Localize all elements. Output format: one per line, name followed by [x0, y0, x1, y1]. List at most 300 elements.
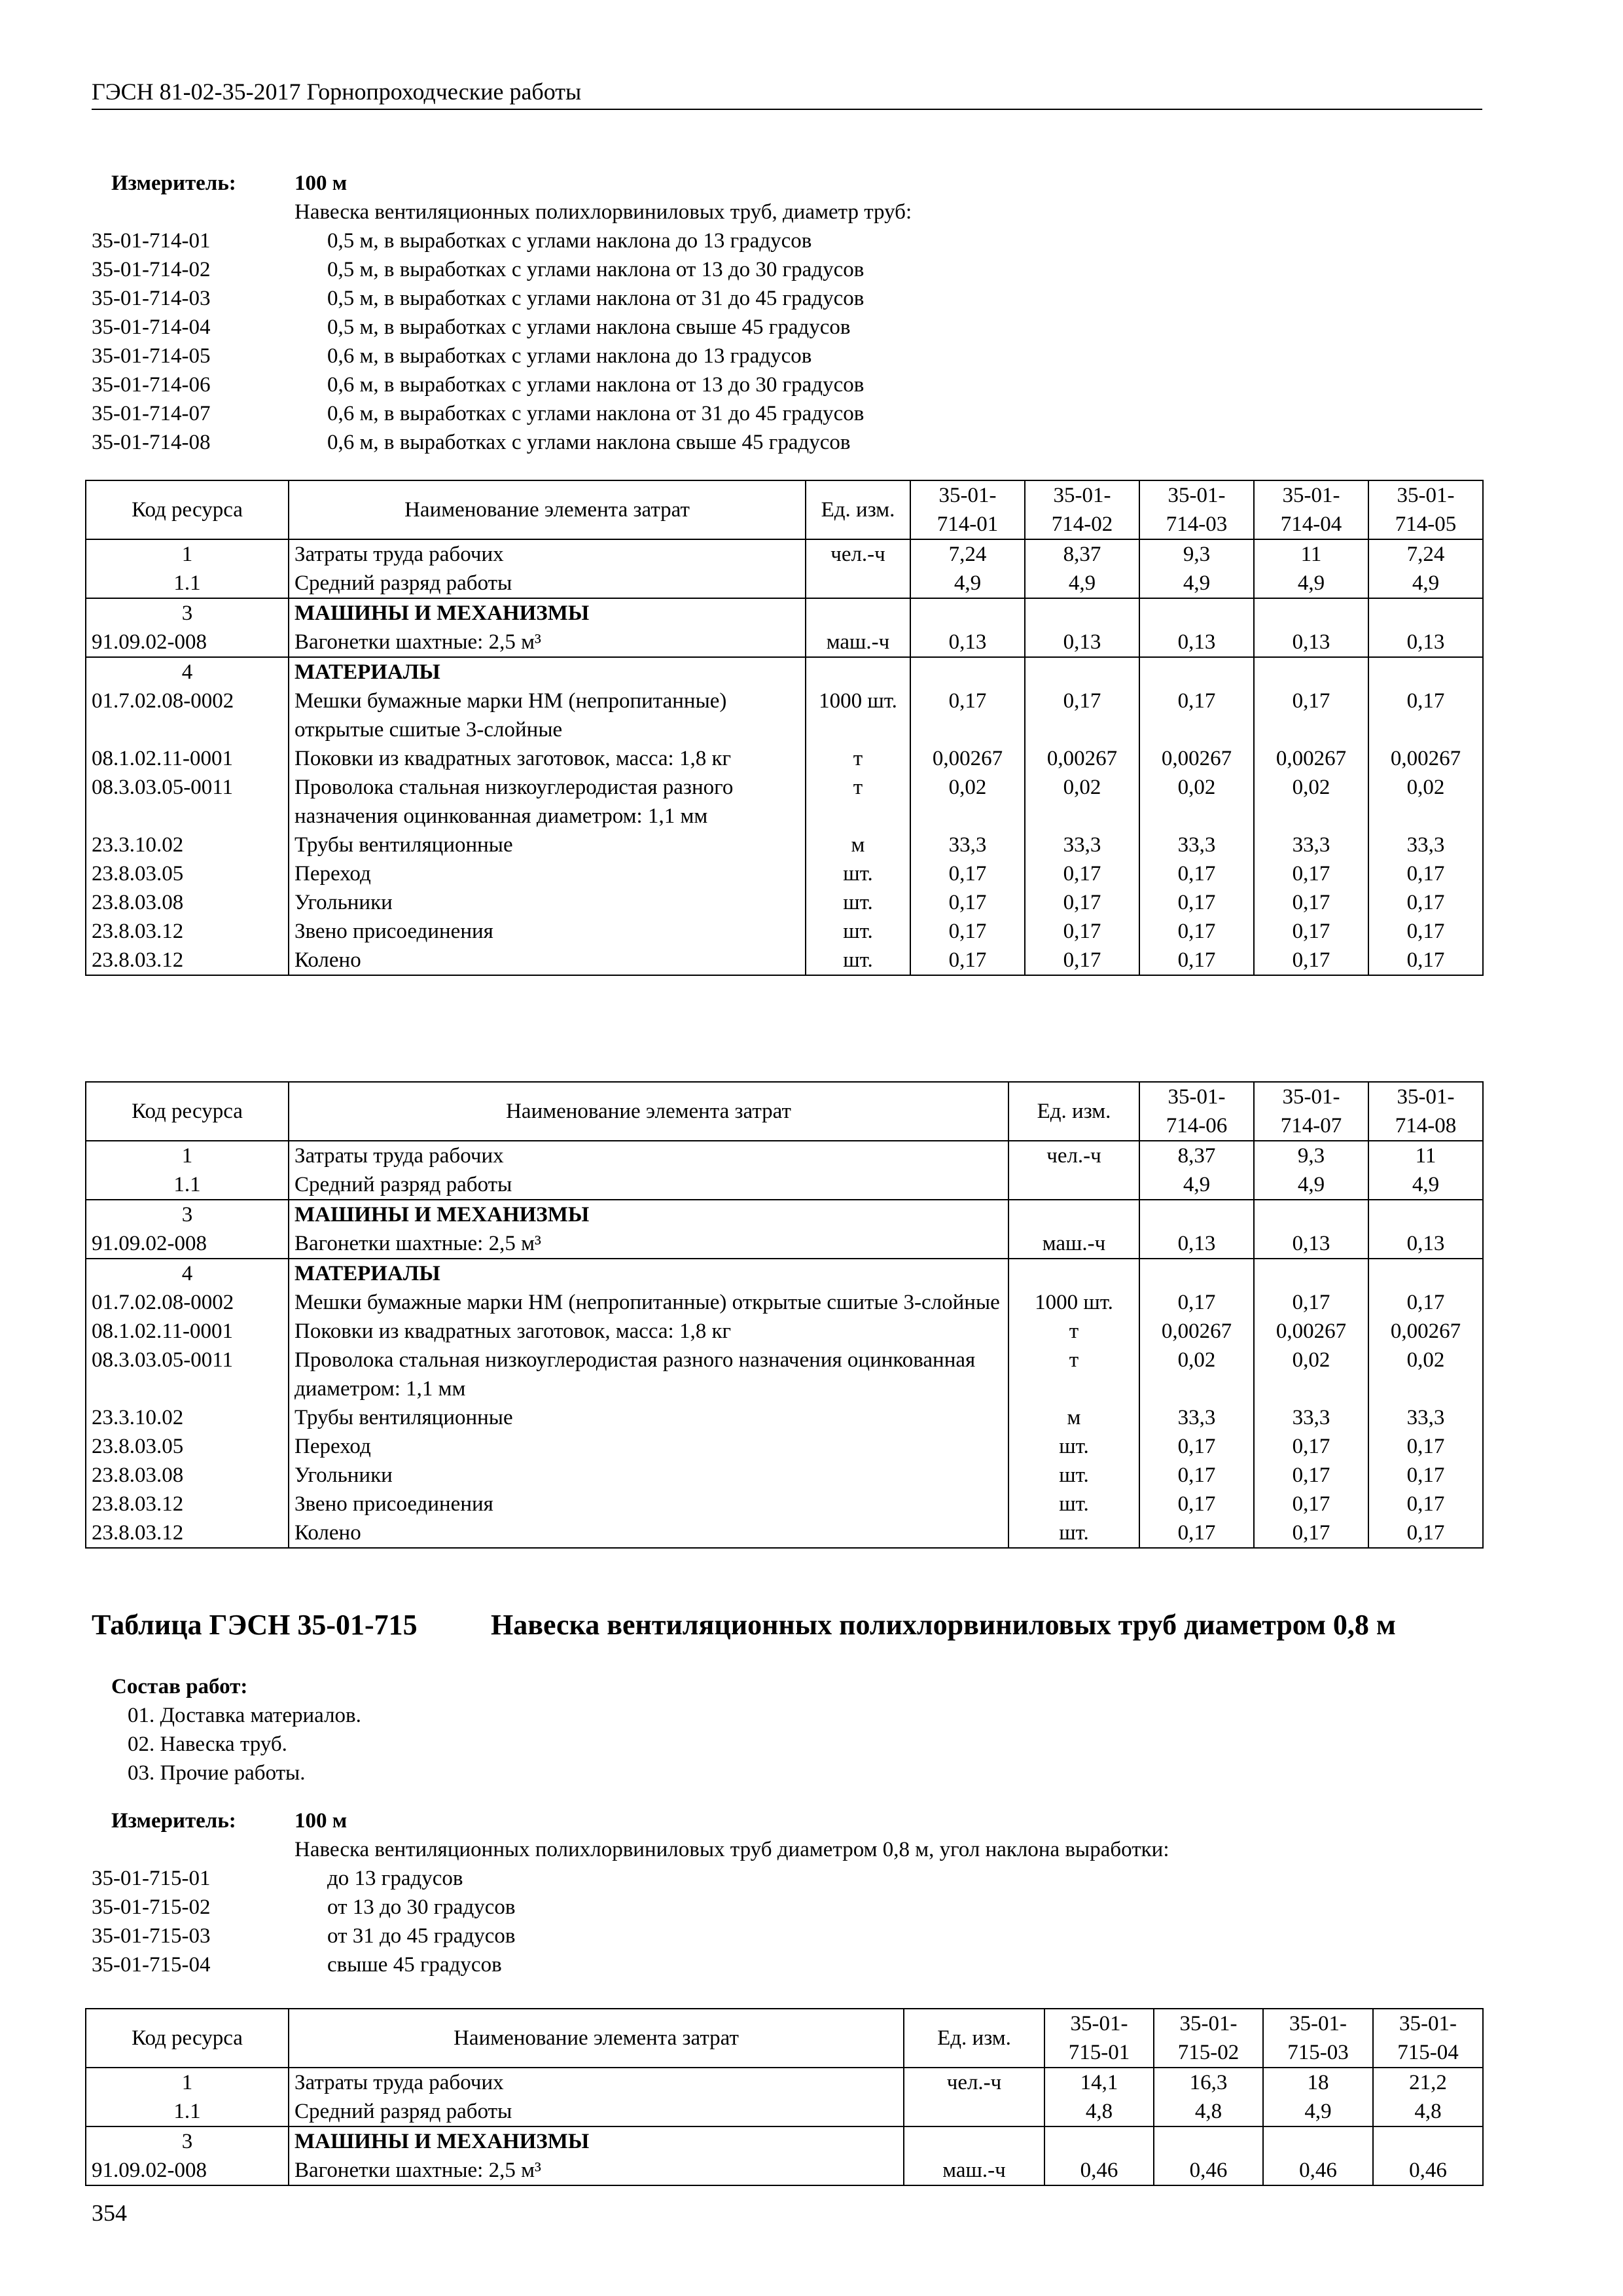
measure-item-code: 35-01-714-07 [92, 402, 211, 425]
resource-name: Трубы вентиляционные [289, 831, 806, 859]
measure-row [92, 1835, 1169, 1864]
measure-description: Навеска вентиляционных полихлорвиниловых труб диаметром 0,8 м, угол наклона выработки: [294, 1838, 1169, 1861]
resource-code: 3 [86, 2126, 289, 2156]
measure-item-code: 35-01-714-06 [92, 373, 211, 397]
resource-name: Затраты труда рабочих [289, 1141, 1008, 1170]
measure-item-text: 0,6 м, в выработках с углами наклона свыше 45 градусов [327, 431, 851, 454]
resource-value: 0,13 [910, 628, 1025, 657]
resource-value: 0,17 [1254, 917, 1368, 946]
resource-code: 23.8.03.12 [86, 1518, 289, 1548]
measure-unit: 100 м [294, 171, 348, 195]
resource-code: 23.8.03.08 [86, 888, 289, 917]
resource-code: 3 [86, 598, 289, 628]
table-header-cell: 35-01- 714-07 [1254, 1082, 1368, 1141]
resource-value: 0,17 [1368, 859, 1483, 888]
resource-value: 0,46 [1263, 2156, 1373, 2185]
resource-value: 4,9 [910, 569, 1025, 598]
resource-value: 33,3 [1025, 831, 1139, 859]
resource-value: 8,37 [1025, 539, 1139, 569]
resource-value: 4,8 [1044, 2097, 1154, 2126]
resource-unit [1008, 1259, 1139, 1288]
resource-name: Средний разряд работы [289, 1170, 1008, 1200]
measure-item-text: свыше 45 градусов [327, 1953, 502, 1977]
resource-value: 0,17 [1368, 888, 1483, 917]
resource-value: 4,9 [1025, 569, 1139, 598]
resource-value: 21,2 [1373, 2068, 1483, 2097]
resource-name: Угольники [289, 888, 806, 917]
resource-code: 23.8.03.12 [86, 1490, 289, 1518]
resource-value [1139, 598, 1254, 628]
resource-value: 33,3 [1368, 1403, 1483, 1432]
resource-value: 0,00267 [910, 744, 1025, 773]
resource-value [1254, 1200, 1368, 1229]
table-row [86, 1229, 1483, 1259]
resource-value: 0,17 [1368, 1432, 1483, 1461]
table-row [86, 2097, 1483, 2126]
measure-spacer [92, 1835, 294, 1864]
resource-value: 0,17 [1254, 1490, 1368, 1518]
resource-code: 91.09.02-008 [86, 2156, 289, 2185]
work-item: 03. Прочие работы. [128, 1761, 306, 1785]
measure-item-text: до 13 градусов [327, 1867, 463, 1890]
table-row [86, 888, 1483, 917]
resource-value: 0,17 [1368, 946, 1483, 975]
resource-value: 4,8 [1373, 2097, 1483, 2126]
table-header-cell: Ед. изм. [1008, 1082, 1139, 1141]
resource-value: 4,9 [1368, 569, 1483, 598]
work-item: 01. Доставка материалов. [128, 1704, 361, 1727]
resource-value: 0,00267 [1139, 744, 1254, 773]
table-row [86, 598, 1483, 628]
resource-code: 23.3.10.02 [86, 1403, 289, 1432]
resource-value: 7,24 [1368, 539, 1483, 569]
resource-unit: чел.-ч [1008, 1141, 1139, 1170]
table-header-cell: Код ресурса [86, 2009, 289, 2068]
resource-value: 4,9 [1254, 1170, 1368, 1200]
table-row [86, 1141, 1483, 1170]
resource-value: 0,17 [1368, 1490, 1483, 1518]
resource-value: 4,9 [1139, 1170, 1254, 1200]
resource-unit: маш.-ч [904, 2156, 1044, 2185]
work-composition [92, 1672, 361, 1787]
resource-unit [806, 657, 910, 687]
table-header-cell: 35-01- 714-04 [1254, 480, 1368, 539]
resource-value: 14,1 [1044, 2068, 1154, 2097]
resource-name: Затраты труда рабочих [289, 2068, 904, 2097]
work-item: 02. Навеска труб. [128, 1732, 287, 1756]
resource-table-714-01-05 [85, 480, 1484, 976]
resource-value: 0,17 [910, 888, 1025, 917]
resource-name: Мешки бумажные марки НМ (непропитанные) открытые сшитые 3-слойные [289, 1288, 1008, 1317]
resource-value: 0,17 [1254, 1461, 1368, 1490]
table-header-cell: 35-01- 714-05 [1368, 480, 1483, 539]
measure-item-text: 0,6 м, в выработках с углами наклона от 13 до 30 градусов [327, 373, 865, 397]
resource-value: 0,17 [1025, 859, 1139, 888]
resource-value: 0,17 [1139, 1461, 1254, 1490]
measure-spacer [92, 198, 294, 226]
table-header-cell: Код ресурса [86, 480, 289, 539]
resource-name: Поковки из квадратных заготовок, масса: 1,8 кг [289, 744, 806, 773]
resource-name: Трубы вентиляционные [289, 1403, 1008, 1432]
resource-value: 0,02 [1254, 773, 1368, 831]
resource-name: МАТЕРИАЛЫ [289, 657, 806, 687]
resource-unit: чел.-ч [806, 539, 910, 569]
resource-value: 4,9 [1254, 569, 1368, 598]
table-row [86, 1200, 1483, 1229]
resource-value: 33,3 [1368, 831, 1483, 859]
resource-value: 0,17 [910, 946, 1025, 975]
resource-code: 1 [86, 1141, 289, 1170]
resource-code: 23.8.03.12 [86, 946, 289, 975]
table-header-cell: 35-01- 714-08 [1368, 1082, 1483, 1141]
resource-unit [904, 2126, 1044, 2156]
resource-unit: шт. [806, 859, 910, 888]
resource-value: 0,17 [1139, 1518, 1254, 1548]
table-header-cell: 35-01- 715-04 [1373, 2009, 1483, 2068]
measure-item-text: 0,6 м, в выработках с углами наклона от 31 до 45 градусов [327, 402, 865, 425]
table-row [86, 2126, 1483, 2156]
resource-value: 0,17 [1254, 946, 1368, 975]
table-row [86, 1518, 1483, 1548]
resource-value: 0,17 [1139, 1432, 1254, 1461]
table-row [86, 1170, 1483, 1200]
resource-value: 0,17 [1025, 687, 1139, 744]
resource-value [1025, 598, 1139, 628]
resource-value: 0,17 [1368, 1461, 1483, 1490]
table-row [86, 1432, 1483, 1461]
measure-unit: 100 м [294, 1809, 348, 1833]
table-header-cell: 35-01- 715-01 [1044, 2009, 1154, 2068]
resource-value: 0,17 [1139, 687, 1254, 744]
resource-code: 1.1 [86, 569, 289, 598]
resource-value: 0,02 [1139, 773, 1254, 831]
resource-unit: шт. [806, 917, 910, 946]
table-header-cell: Код ресурса [86, 1082, 289, 1141]
table-header-row [86, 2009, 1483, 2068]
resource-value [1254, 598, 1368, 628]
resource-unit: шт. [806, 888, 910, 917]
resource-value: 9,3 [1139, 539, 1254, 569]
resource-value [910, 598, 1025, 628]
table-header-cell: Ед. изм. [904, 2009, 1044, 2068]
table-row [86, 859, 1483, 888]
resource-code: 4 [86, 1259, 289, 1288]
resource-code: 3 [86, 1200, 289, 1229]
measure-item [92, 226, 912, 255]
measure-item-code: 35-01-715-01 [92, 1867, 211, 1890]
table-row [86, 628, 1483, 657]
resource-code: 23.8.03.05 [86, 859, 289, 888]
resource-value [1368, 1200, 1483, 1229]
measure-item-text: 0,5 м, в выработках с углами наклона от 13 до 30 градусов [327, 258, 865, 281]
table-header-row [86, 480, 1483, 539]
table-header-cell: 35-01- 715-03 [1263, 2009, 1373, 2068]
resource-value: 0,17 [1139, 1288, 1254, 1317]
table-header-cell: 35-01- 715-02 [1154, 2009, 1263, 2068]
measure-item-code: 35-01-715-02 [92, 1895, 211, 1919]
measure-block-715 [92, 1806, 1169, 1979]
resource-value: 0,13 [1368, 1229, 1483, 1259]
measure-block-714 [92, 169, 912, 457]
resource-value: 0,13 [1254, 628, 1368, 657]
resource-unit: м [1008, 1403, 1139, 1432]
resource-value: 16,3 [1154, 2068, 1263, 2097]
resource-unit: шт. [1008, 1461, 1139, 1490]
table-header-cell: Наименование элемента затрат [289, 1082, 1008, 1141]
resource-name: Звено присоединения [289, 1490, 1008, 1518]
measure-item-code: 35-01-715-04 [92, 1953, 211, 1977]
resource-value [1373, 2126, 1483, 2156]
resource-code: 08.1.02.11-0001 [86, 1317, 289, 1346]
resource-code: 1.1 [86, 2097, 289, 2126]
resource-code: 23.8.03.05 [86, 1432, 289, 1461]
resource-value: 0,46 [1154, 2156, 1263, 2185]
table-header-cell: 35-01- 714-02 [1025, 480, 1139, 539]
resource-value: 33,3 [1254, 831, 1368, 859]
resource-unit [1008, 1170, 1139, 1200]
resource-code: 01.7.02.08-0002 [86, 687, 289, 744]
resource-code: 1.1 [86, 1170, 289, 1200]
resource-value: 0,00267 [1254, 1317, 1368, 1346]
measure-item [92, 1893, 1169, 1922]
resource-table-714-06-08 [85, 1081, 1484, 1549]
measure-row [92, 169, 912, 198]
table-row [86, 1259, 1483, 1288]
resource-value: 0,02 [1368, 773, 1483, 831]
resource-unit: шт. [1008, 1490, 1139, 1518]
measure-item-text: 0,5 м, в выработках с углами наклона до 13 градусов [327, 229, 812, 253]
resource-value [1139, 657, 1254, 687]
table-header-cell: 35-01- 714-03 [1139, 480, 1254, 539]
measure-item-code: 35-01-714-03 [92, 287, 211, 310]
table-row [86, 773, 1483, 831]
resource-value: 0,13 [1139, 628, 1254, 657]
resource-value: 0,17 [910, 917, 1025, 946]
table-name: Навеска вентиляционных полихлорвиниловых труб диаметром 0,8 м [491, 1609, 1396, 1641]
resource-value [1139, 1200, 1254, 1229]
table-header-cell: Наименование элемента затрат [289, 2009, 904, 2068]
resource-unit: маш.-ч [1008, 1229, 1139, 1259]
resource-name: Средний разряд работы [289, 569, 806, 598]
table-row [86, 539, 1483, 569]
resource-name: Колено [289, 1518, 1008, 1548]
resource-name: Средний разряд работы [289, 2097, 904, 2126]
resource-value: 0,17 [1139, 859, 1254, 888]
resource-code: 08.3.03.05-0011 [86, 773, 289, 831]
resource-value: 0,17 [1025, 888, 1139, 917]
resource-value: 9,3 [1254, 1141, 1368, 1170]
resource-value: 8,37 [1139, 1141, 1254, 1170]
table-header-cell: Наименование элемента затрат [289, 480, 806, 539]
resource-value: 0,02 [1025, 773, 1139, 831]
resource-value: 4,9 [1139, 569, 1254, 598]
resource-value: 0,02 [1368, 1346, 1483, 1403]
resource-value [1368, 1259, 1483, 1288]
page-header: ГЭСН 81-02-35-2017 Горнопроходческие работы [92, 77, 1482, 110]
resource-value: 0,17 [1368, 1518, 1483, 1548]
resource-value: 0,13 [1368, 628, 1483, 657]
measure-label: Измеритель: [111, 171, 236, 195]
resource-value: 0,17 [1368, 1288, 1483, 1317]
measure-item-code: 35-01-714-08 [92, 431, 211, 454]
measure-item-code: 35-01-714-01 [92, 229, 211, 253]
resource-value: 0,17 [1139, 888, 1254, 917]
resource-unit: 1000 шт. [806, 687, 910, 744]
resource-unit: т [1008, 1346, 1139, 1403]
table-header-cell: 35-01- 714-06 [1139, 1082, 1254, 1141]
resource-value: 4,9 [1263, 2097, 1373, 2126]
resource-value: 33,3 [1139, 831, 1254, 859]
table-row [86, 569, 1483, 598]
table-row [86, 917, 1483, 946]
resource-code: 08.1.02.11-0001 [86, 744, 289, 773]
resource-value [1139, 1259, 1254, 1288]
measure-item-code: 35-01-714-02 [92, 258, 211, 281]
resource-table-715 [85, 2008, 1484, 2186]
resource-code: 4 [86, 657, 289, 687]
table-header-row [86, 1082, 1483, 1141]
table-number: Таблица ГЭСН 35-01-715 [92, 1609, 418, 1641]
resource-code: 1 [86, 539, 289, 569]
resource-value: 33,3 [910, 831, 1025, 859]
resource-value [1254, 1259, 1368, 1288]
table-row [86, 1461, 1483, 1490]
resource-value: 0,02 [1254, 1346, 1368, 1403]
resource-value: 0,17 [1254, 1288, 1368, 1317]
resource-value: 0,17 [1254, 1432, 1368, 1461]
resource-value: 0,17 [1139, 917, 1254, 946]
measure-item-text: 0,6 м, в выработках с углами наклона до 13 градусов [327, 344, 812, 368]
measure-row [92, 198, 912, 226]
resource-value: 33,3 [1139, 1403, 1254, 1432]
resource-value [910, 657, 1025, 687]
resource-code: 23.3.10.02 [86, 831, 289, 859]
measure-item-code: 35-01-715-03 [92, 1924, 211, 1948]
measure-item-text: 0,5 м, в выработках с углами наклона от 31 до 45 градусов [327, 287, 865, 310]
resource-code: 01.7.02.08-0002 [86, 1288, 289, 1317]
measure-item [92, 342, 912, 370]
resource-value: 0,13 [1025, 628, 1139, 657]
measure-item-code: 35-01-714-05 [92, 344, 211, 368]
measure-item [92, 284, 912, 313]
resource-code: 1 [86, 2068, 289, 2097]
measure-label: Измеритель: [111, 1809, 236, 1833]
resource-unit [806, 598, 910, 628]
resource-value: 0,02 [1139, 1346, 1254, 1403]
resource-name: Звено присоединения [289, 917, 806, 946]
measure-item-text: от 31 до 45 градусов [327, 1924, 516, 1948]
measure-item [92, 255, 912, 284]
resource-value: 0,17 [1139, 1490, 1254, 1518]
resource-value: 0,00267 [1139, 1317, 1254, 1346]
resource-value: 0,13 [1139, 1229, 1254, 1259]
resource-name: Вагонетки шахтные: 2,5 м³ [289, 2156, 904, 2185]
resource-value [1254, 657, 1368, 687]
table-header-cell: Ед. изм. [806, 480, 910, 539]
table-row [86, 744, 1483, 773]
resource-value [1154, 2126, 1263, 2156]
table-row [86, 2156, 1483, 2185]
resource-code: 23.8.03.12 [86, 917, 289, 946]
measure-item-text: 0,5 м, в выработках с углами наклона свыше 45 градусов [327, 315, 851, 339]
resource-unit: 1000 шт. [1008, 1288, 1139, 1317]
resource-value: 0,17 [1025, 946, 1139, 975]
resource-code: 91.09.02-008 [86, 628, 289, 657]
measure-item [92, 399, 912, 428]
resource-unit [904, 2097, 1044, 2126]
resource-value: 0,02 [910, 773, 1025, 831]
table-row [86, 1288, 1483, 1317]
resource-value [1025, 657, 1139, 687]
measure-item-text: от 13 до 30 градусов [327, 1895, 516, 1919]
resource-value: 0,46 [1373, 2156, 1483, 2185]
resource-name: МАШИНЫ И МЕХАНИЗМЫ [289, 598, 806, 628]
resource-unit: т [806, 744, 910, 773]
resource-name: МАШИНЫ И МЕХАНИЗМЫ [289, 2126, 904, 2156]
resource-unit: шт. [806, 946, 910, 975]
resource-value: 11 [1368, 1141, 1483, 1170]
resource-value: 4,8 [1154, 2097, 1263, 2126]
resource-value: 0,13 [1254, 1229, 1368, 1259]
resource-value: 0,17 [1254, 859, 1368, 888]
resource-name: Мешки бумажные марки НМ (непропитанные) открытые сшитые 3-слойные [289, 687, 806, 744]
measure-row [92, 1806, 1169, 1835]
resource-value: 0,17 [1025, 917, 1139, 946]
resource-value [1368, 598, 1483, 628]
resource-value: 18 [1263, 2068, 1373, 2097]
resource-value: 0,17 [910, 859, 1025, 888]
table-row [86, 1317, 1483, 1346]
resource-value: 0,17 [1368, 917, 1483, 946]
table-title [92, 1607, 1396, 1643]
resource-unit: шт. [1008, 1518, 1139, 1548]
resource-value [1368, 657, 1483, 687]
measure-item [92, 370, 912, 399]
resource-value: 0,17 [1254, 888, 1368, 917]
resource-unit: т [1008, 1317, 1139, 1346]
table-row [86, 2068, 1483, 2097]
resource-value: 0,17 [1368, 687, 1483, 744]
resource-value: 0,17 [1254, 1518, 1368, 1548]
measure-item [92, 1922, 1169, 1950]
resource-name: Вагонетки шахтные: 2,5 м³ [289, 628, 806, 657]
resource-value: 11 [1254, 539, 1368, 569]
resource-name: Поковки из квадратных заготовок, масса: 1,8 кг [289, 1317, 1008, 1346]
resource-unit [806, 569, 910, 598]
resource-name: Переход [289, 1432, 1008, 1461]
table-row [86, 1346, 1483, 1403]
measure-item [92, 1950, 1169, 1979]
resource-value: 0,17 [1139, 946, 1254, 975]
resource-value: 33,3 [1254, 1403, 1368, 1432]
resource-value: 0,17 [910, 687, 1025, 744]
resource-name: МАТЕРИАЛЫ [289, 1259, 1008, 1288]
resource-value: 0,00267 [1025, 744, 1139, 773]
resource-unit: шт. [1008, 1432, 1139, 1461]
resource-unit [1008, 1200, 1139, 1229]
table-row [86, 946, 1483, 975]
table-header-cell: 35-01- 714-01 [910, 480, 1025, 539]
measure-item-code: 35-01-714-04 [92, 315, 211, 339]
resource-value: 4,9 [1368, 1170, 1483, 1200]
measure-item [92, 313, 912, 342]
resource-value [1263, 2126, 1373, 2156]
table-row [86, 1490, 1483, 1518]
resource-value [1044, 2126, 1154, 2156]
resource-unit: маш.-ч [806, 628, 910, 657]
resource-value: 0,00267 [1368, 1317, 1483, 1346]
resource-name: Проволока стальная низкоуглеродистая разного назначения оцинкованная диаметром: 1,1 мм [289, 1346, 1008, 1403]
